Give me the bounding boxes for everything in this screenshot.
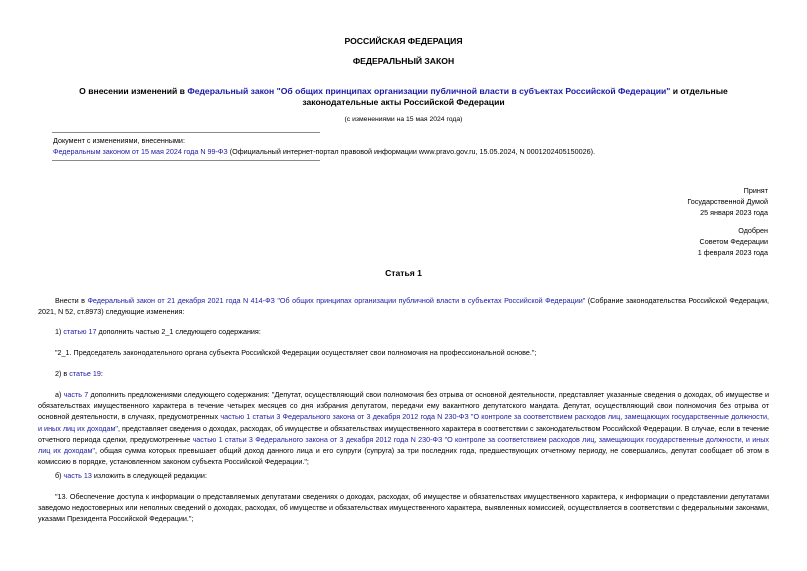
title-prefix: О внесении изменений в [79,86,188,96]
title-law-link[interactable]: Федеральный закон "Об общих принципах организации публичной власти в субъектах Российской Федерации" [187,86,671,96]
item-2-text2: : [100,369,103,378]
intro-text1: Внести в [55,296,88,305]
title-line2: законодательные акты Российской Федерации [302,97,505,107]
item-2b-text2: изложить в следующей редакции: [91,471,207,480]
item-2a-link-part7[interactable]: часть 7 [63,390,89,399]
item-2b-link[interactable]: часть 13 [63,471,92,480]
changes-box [53,135,773,157]
intro-law-link[interactable]: Федеральный закон от 21 декабря 2021 года N 414-ФЗ "Об общих принципах организации публичной власти в субъектах Российской Федерации" [87,296,586,305]
intro-text2: (Собрание законодательства Российской Федерации, 2021, N 52, ст.8973) следующие изменения: [38,296,769,317]
approved-line2: Советом Федерации [699,237,768,246]
item-2a [38,389,769,467]
changes-label: Документ с изменениями, внесенными: [53,136,185,145]
item-2 [55,368,769,379]
item-1-text2: дополнить частью 2_1 следующего содержания: [96,327,261,336]
item-1-link[interactable]: статью 17 [63,327,97,336]
law-type-heading: ФЕДЕРАЛЬНЫЙ ЗАКОН [352,56,455,66]
item-2b-text1: б) [55,471,64,480]
item-2-link[interactable]: статье 19 [69,369,101,378]
approved-line1: Одобрен [738,226,768,235]
adopted-block [568,185,768,218]
item-2-text1: 2) в [55,369,70,378]
item-2a-text3: , представляет сведения о доходах, расходах, об имуществе и обязательствах имущественного характера в соответствии с законодательством Российской Федерации. В случае, если в течение отчетного периода сделки, предусмотренные [38,423,770,444]
changes-bottom-rule [52,160,320,161]
country-heading: РОССИЙСКАЯ ФЕДЕРАЦИЯ [344,36,463,46]
item-2a-link-law-230-second[interactable]: частью 1 статьи 3 Федерального закона от 3 декабря 2012 года N 230-ФЗ "О контроле за соответствием расходов лиц, замещающих государственные должности, и иных лиц их доходам" [38,434,769,456]
approved-block [568,225,768,258]
intro-paragraph [38,295,769,317]
document-title [0,86,807,108]
adopted-line1: Принят [743,186,768,195]
item-2b-quote: "13. Обеспечение доступа к информации о представляемых депутатами сведениях о доходах, расходах, об имуществе и обязательствах имущественного характера, к информации о представлении депутатами заведомо недостоверных или неполных сведений о доходах, расходах, об имуществе и обязательствах имущественного характера, выявленных комиссией, осуществляется в соответствии с федеральными законами, указами Президента Российской Федерации."; [38,492,769,524]
item-1-text1: 1) [55,327,64,336]
item-2a-text2: дополнить предложениями следующего содержания: "Депутат, осуществляющий свои полномочия без отрыва от основной деятельности, представляет указанные сведения о доходах, об имуществе и обязательствах имущественного характера в течение четырех месяцев со дня избрания депутатом, передачи ему вакантного депутатского мандата. Депутат, осуществляющий свои полномочия без отрыва от основной деятельности, в случаях, предусмотренных [38,390,769,422]
item-2b [55,470,769,481]
item-1 [55,326,769,337]
title-suffix: и отдельные [670,86,728,96]
article-title: Статья 1 [385,268,422,278]
changes-top-rule [52,132,320,133]
item-2a-link-law-230[interactable]: частью 1 статьи 3 Федерального закона от 3 декабря 2012 года N 230-ФЗ "О контроле за соответствием расходов лиц, замещающих государственные должности, и иных лиц их доходам" [38,412,770,433]
adopted-line3: 25 января 2023 года [700,208,768,217]
changes-rest: (Официальный интернет-портал правовой информации www.pravo.gov.ru, 15.05.2024, N 0001202405150026). [227,147,596,156]
approved-line3: 1 февраля 2023 года [697,248,768,257]
adopted-line2: Государственной Думой [687,197,768,206]
item-2a-text1: а) [55,390,64,399]
revision-note: (с изменениями на 15 мая 2024 года) [344,116,463,123]
item-2a-text4: , общая сумма которых превышает общий доход данного лица и его супруги (супруга) за три последних года, предшествующих отчетному периоду, не совершались, депутат сообщает об этом в комиссию в порядке, установленном законом субъекта Российской Федерации."; [38,446,769,467]
changes-link[interactable]: Федеральным законом от 15 мая 2024 года N 99-ФЗ [53,147,228,156]
item-1-quote: "2_1. Председатель законодательного органа субъекта Российской Федерации осуществляет свои полномочия на профессиональной основе."; [55,348,537,357]
changes-entry [53,146,773,157]
